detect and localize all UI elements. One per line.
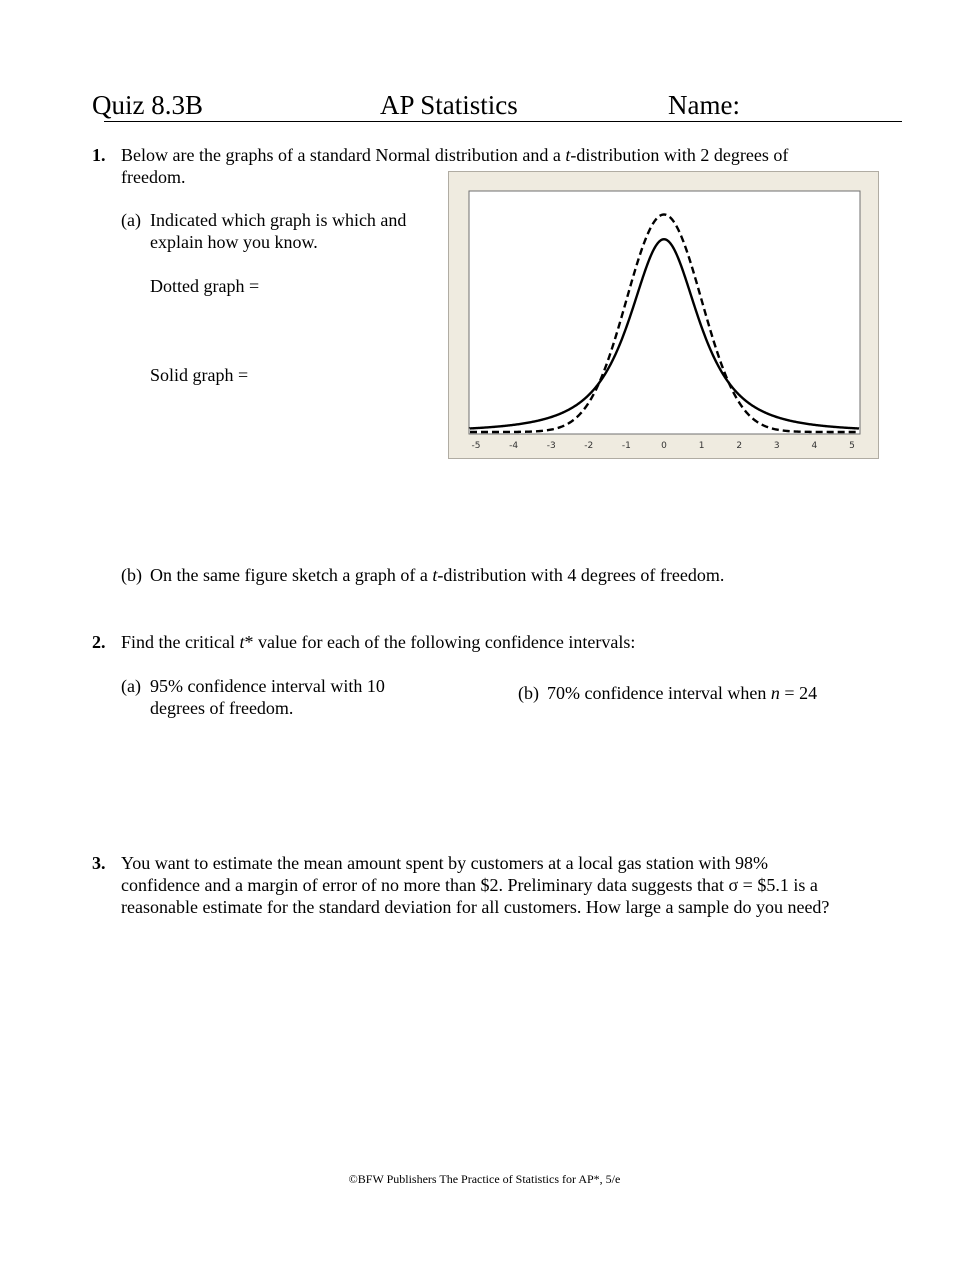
x-tick-label: 3 (773, 441, 780, 451)
quiz-title: Quiz 8.3B (92, 90, 203, 120)
x-tick-label: 0 (661, 441, 667, 451)
q1-prompt-continued: freedom. (121, 167, 186, 187)
q1-prompt-t: t (565, 145, 571, 165)
q2-prompt-t: t (239, 632, 245, 652)
q1a-label: (a) (121, 210, 141, 230)
q2a-line1: 95% confidence interval with 10 (150, 676, 385, 696)
x-tick-label: 1 (698, 441, 705, 451)
q1-number: 1. (92, 145, 106, 165)
course-title: AP Statistics (380, 90, 518, 120)
footer-copyright: ©BFW Publishers The Practice of Statistics for AP*, 5/e (348, 1172, 621, 1186)
q2-number: 2. (92, 632, 106, 652)
q2-prompt-b: * value for each of the following confidence intervals: (244, 632, 636, 652)
q2b-label: (b) (518, 683, 539, 703)
q2b-text-a: 70% confidence interval when (547, 683, 771, 703)
q2a-line2: degrees of freedom. (150, 698, 294, 718)
q1b-text-b: -distribution with 4 degrees of freedom. (437, 565, 725, 585)
distribution-chart (449, 172, 880, 460)
dotted-graph-label: Dotted graph = (150, 276, 260, 296)
x-tick-label: -5 (471, 441, 481, 451)
q1-prompt (121, 144, 881, 166)
x-tick-label: 2 (736, 441, 743, 451)
x-tick-label: -3 (546, 441, 556, 451)
x-tick-label: 5 (849, 441, 855, 451)
distribution-figure (448, 171, 879, 459)
q2b-text-n: n (770, 683, 780, 703)
plot-area (469, 191, 860, 434)
q3-line2: confidence and a margin of error of no more than $2. Preliminary data suggests that σ = $5.1 is a (121, 875, 818, 895)
q2-prompt-a: Find the critical (121, 632, 240, 652)
q2a-label: (a) (121, 676, 141, 696)
q1a-line1: Indicated which graph is which and (150, 210, 407, 230)
q1b-text (150, 564, 724, 586)
q1b-text-a: On the same figure sketch a graph of a (150, 565, 433, 585)
x-tick-label: -1 (621, 441, 631, 451)
x-tick-label: -4 (509, 441, 519, 451)
q2b-text-b: = 24 (779, 683, 818, 703)
q2b-text (547, 682, 817, 704)
q3-number: 3. (92, 853, 106, 873)
q1a-line2: explain how you know. (150, 232, 318, 252)
solid-graph-label: Solid graph = (150, 365, 249, 385)
q1b-label: (b) (121, 565, 142, 585)
q1-prompt-b: -distribution with 2 degrees of (570, 145, 789, 165)
header-rule (104, 121, 902, 122)
name-label: Name: (668, 90, 740, 120)
q1-prompt-a: Below are the graphs of a standard Normal distribution and a (121, 145, 566, 165)
q2-prompt (121, 631, 635, 653)
x-tick-label: 4 (811, 441, 818, 451)
q3-line3: reasonable estimate for the standard deviation for all customers. How large a sample do you need? (121, 897, 830, 917)
q3-line1: You want to estimate the mean amount spent by customers at a local gas station with 98% (121, 853, 769, 873)
q1b-text-t: t (432, 565, 438, 585)
x-tick-label: -2 (584, 441, 594, 451)
